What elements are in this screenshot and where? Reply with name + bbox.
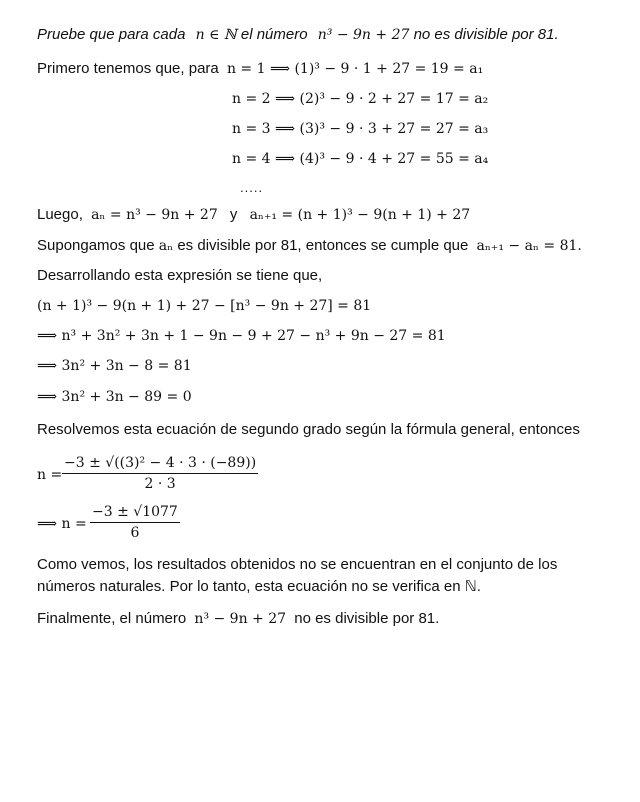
formula-1-numerator: −3 ± √((3)² − 4 · 3 · (−89)) <box>62 455 258 474</box>
formula-2-numerator: −3 ± √1077 <box>90 504 180 523</box>
formula-1-denominator: 2 · 3 <box>144 476 176 492</box>
case-3: n = 3 ⟹ (3)³ − 9 · 3 + 27 = 27 = a₃ <box>232 121 489 137</box>
step-1: (n + 1)³ − 9(n + 1) + 27 − [n³ − 9n + 27] = 81 <box>37 298 372 314</box>
difference-equation: aₙ₊₁ − aₙ = 81. <box>476 238 582 254</box>
case-1: n = 1 ⟹ (1)³ − 9 · 1 + 27 = 19 = a₁ <box>226 61 484 77</box>
formula-2-fraction <box>90 504 180 541</box>
luego-text: Luego, <box>37 206 83 223</box>
formula-2-denominator: 6 <box>130 525 140 541</box>
case-2: n = 2 ⟹ (2)³ − 9 · 2 + 27 = 17 = a₂ <box>232 91 489 107</box>
final-text: no es divisible por 81. <box>294 610 440 627</box>
step-4: ⟹ 3n² + 3n − 89 = 0 <box>37 389 192 405</box>
assumption-line <box>37 237 582 254</box>
set-expression: n ∈ ℕ <box>195 27 237 43</box>
desarrollando-text: Desarrollando esta expresión se tiene que, <box>37 267 323 284</box>
statement-text: no es divisible por 81. <box>413 26 559 43</box>
assumption-text: Supongamos que <box>37 237 155 254</box>
step-2: ⟹ n³ + 3n² + 3n + 1 − 9n − 9 + 27 − n³ + 9n − 27 = 81 <box>37 328 446 344</box>
an1-definition: aₙ₊₁ = (n + 1)³ − 9(n + 1) + 27 <box>249 207 471 223</box>
ellipsis: ..... <box>240 180 264 195</box>
polynomial: n³ − 9n + 27 <box>317 27 410 43</box>
final-text: Finalmente, el número <box>37 610 187 627</box>
statement-text: Pruebe que para cada <box>37 26 186 43</box>
resolvemos-text: Resolvemos esta ecuación de segundo grado según la fórmula general, entonces <box>37 421 580 438</box>
assumption-text: es divisible por 81, entonces se cumple que <box>177 237 469 254</box>
final-line <box>37 610 439 627</box>
formula-2-lhs: ⟹ n = <box>37 516 87 532</box>
intro-line <box>37 60 483 77</box>
intro-text: Primero tenemos que, para <box>37 60 219 77</box>
conclusion-line-1: Como vemos, los resultados obtenidos no se encuentran en el conjunto de los <box>37 556 558 573</box>
case-4: n = 4 ⟹ (4)³ − 9 · 4 + 27 = 55 = a₄ <box>232 151 489 167</box>
and-text: y <box>229 206 238 223</box>
an-symbol: aₙ <box>158 238 174 254</box>
step-3: ⟹ 3n² + 3n − 8 = 81 <box>37 358 192 374</box>
formula-1-fraction <box>62 455 258 492</box>
statement-text: el número <box>240 26 308 43</box>
final-polynomial: n³ − 9n + 27 <box>194 611 287 627</box>
formula-1-lhs: n = <box>37 467 63 483</box>
conclusion-line-2: números naturales. Por lo tanto, esta ecuación no se verifica en ℕ. <box>37 578 481 595</box>
problem-statement <box>37 26 559 43</box>
an-definition: aₙ = n³ − 9n + 27 <box>91 207 218 223</box>
sequence-definition <box>37 206 470 223</box>
